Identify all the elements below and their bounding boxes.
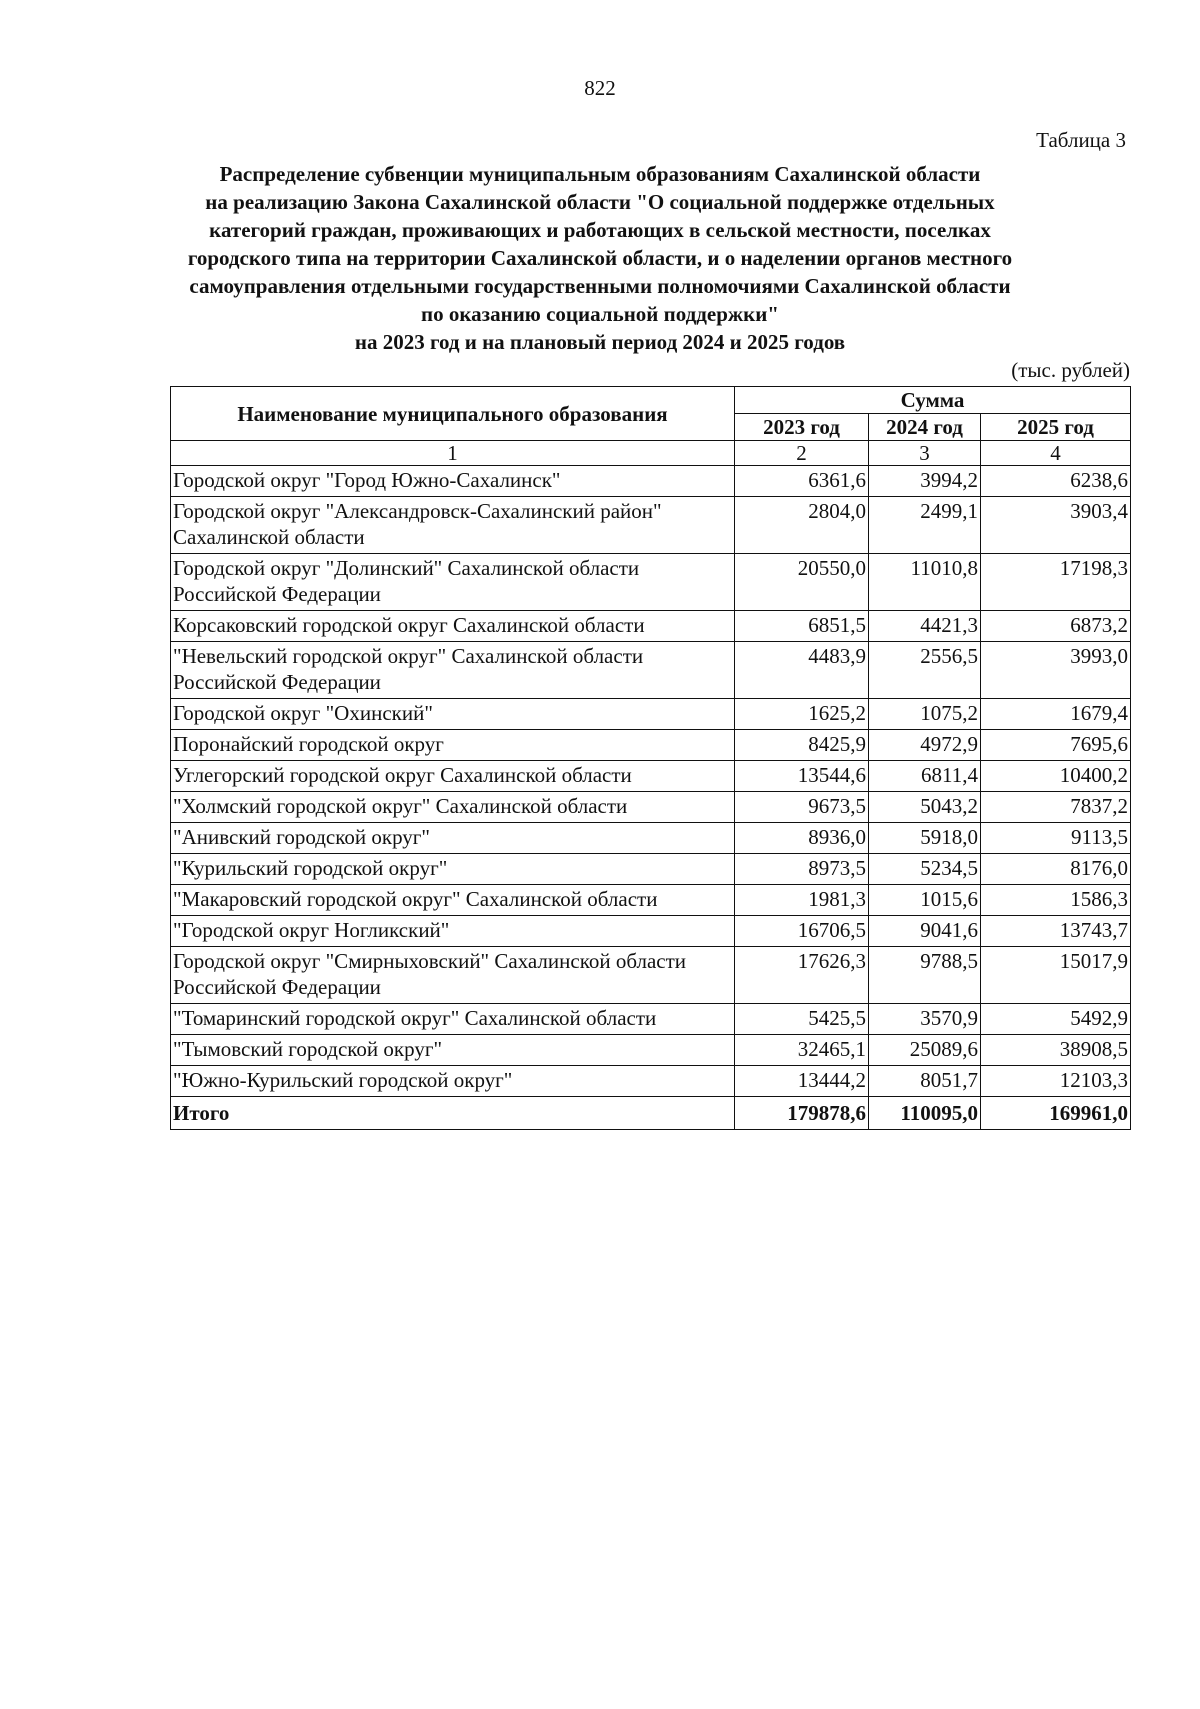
municipality-name: "Южно-Курильский городской округ" [171, 1066, 735, 1097]
table-label: Таблица 3 [1036, 128, 1126, 152]
value-2023: 1625,2 [735, 699, 869, 730]
total-2023: 179878,6 [735, 1097, 869, 1130]
value-2024: 4421,3 [869, 611, 981, 642]
value-2025: 10400,2 [981, 761, 1131, 792]
column-number: 4 [981, 441, 1131, 466]
value-2024: 9041,6 [869, 916, 981, 947]
value-2024: 25089,6 [869, 1035, 981, 1066]
value-2023: 1981,3 [735, 885, 869, 916]
value-2023: 6361,6 [735, 466, 869, 497]
total-row [171, 1097, 1131, 1130]
table-row [171, 1004, 1131, 1035]
total-label: Итого [171, 1097, 735, 1130]
value-2023: 2804,0 [735, 497, 869, 554]
table-row [171, 497, 1131, 554]
value-2023: 13544,6 [735, 761, 869, 792]
document-title [150, 160, 1050, 356]
value-2025: 1586,3 [981, 885, 1131, 916]
municipality-name: "Курильский городской округ" [171, 854, 735, 885]
value-2023: 8936,0 [735, 823, 869, 854]
table-row [171, 885, 1131, 916]
municipality-name: Городской округ "Долинский" Сахалинской области Российской Федерации [171, 554, 735, 611]
page-number: 822 [584, 76, 616, 100]
table-row [171, 730, 1131, 761]
value-2023: 8425,9 [735, 730, 869, 761]
value-2024: 4972,9 [869, 730, 981, 761]
value-2024: 5043,2 [869, 792, 981, 823]
municipality-name: "Холмский городской округ" Сахалинской области [171, 792, 735, 823]
value-2023: 5425,5 [735, 1004, 869, 1035]
value-2024: 2556,5 [869, 642, 981, 699]
table-row [171, 823, 1131, 854]
value-2023: 4483,9 [735, 642, 869, 699]
value-2024: 2499,1 [869, 497, 981, 554]
value-2025: 7837,2 [981, 792, 1131, 823]
title-line: по оказанию социальной поддержки" [421, 302, 779, 326]
value-2025: 12103,3 [981, 1066, 1131, 1097]
title-line: Распределение субвенции муниципальным образованиям Сахалинской области [219, 162, 981, 186]
header-year-2024: 2024 год [869, 414, 981, 441]
header-name: Наименование муниципального образования [171, 387, 735, 441]
value-2023: 16706,5 [735, 916, 869, 947]
value-2024: 5234,5 [869, 854, 981, 885]
value-2025: 17198,3 [981, 554, 1131, 611]
value-2023: 8973,5 [735, 854, 869, 885]
value-2024: 1015,6 [869, 885, 981, 916]
value-2025: 13743,7 [981, 916, 1131, 947]
value-2024: 8051,7 [869, 1066, 981, 1097]
title-line: на реализацию Закона Сахалинской области "О социальной поддержке отдельных [205, 190, 995, 214]
table-row [171, 854, 1131, 885]
value-2025: 38908,5 [981, 1035, 1131, 1066]
subvention-table [170, 386, 1131, 1130]
value-2025: 9113,5 [981, 823, 1131, 854]
municipality-name: Городской округ "Город Южно-Сахалинск" [171, 466, 735, 497]
value-2025: 15017,9 [981, 947, 1131, 1004]
total-2025: 169961,0 [981, 1097, 1131, 1130]
value-2025: 6873,2 [981, 611, 1131, 642]
table-row [171, 1035, 1131, 1066]
value-2024: 3570,9 [869, 1004, 981, 1035]
title-line: самоуправления отдельными государственными полномочиями Сахалинской области [189, 274, 1011, 298]
table-row [171, 761, 1131, 792]
value-2024: 6811,4 [869, 761, 981, 792]
table-row [171, 947, 1131, 1004]
value-2024: 5918,0 [869, 823, 981, 854]
table-row [171, 1066, 1131, 1097]
value-2024: 11010,8 [869, 554, 981, 611]
value-2024: 1075,2 [869, 699, 981, 730]
value-2025: 1679,4 [981, 699, 1131, 730]
title-line: городского типа на территории Сахалинской области, и о наделении органов местного [187, 246, 1013, 270]
value-2024: 3994,2 [869, 466, 981, 497]
municipality-name: "Анивский городской округ" [171, 823, 735, 854]
column-number: 3 [869, 441, 981, 466]
table-row [171, 792, 1131, 823]
value-2023: 13444,2 [735, 1066, 869, 1097]
value-2025: 7695,6 [981, 730, 1131, 761]
units-label: (тыс. рублей) [1011, 358, 1130, 382]
header-sum: Сумма [735, 387, 1131, 414]
value-2025: 8176,0 [981, 854, 1131, 885]
column-numbers-row [171, 441, 1131, 466]
total-2024: 110095,0 [869, 1097, 981, 1130]
municipality-name: Городской округ "Александровск-Сахалинский район" Сахалинской области [171, 497, 735, 554]
table-row [171, 554, 1131, 611]
column-number: 2 [735, 441, 869, 466]
value-2023: 32465,1 [735, 1035, 869, 1066]
value-2023: 6851,5 [735, 611, 869, 642]
municipality-name: Городской округ "Смирныховский" Сахалинской области Российской Федерации [171, 947, 735, 1004]
table-row [171, 699, 1131, 730]
value-2025: 3903,4 [981, 497, 1131, 554]
title-line: категорий граждан, проживающих и работающих в сельской местности, поселках [209, 218, 991, 242]
value-2025: 5492,9 [981, 1004, 1131, 1035]
municipality-name: "Томаринский городской округ" Сахалинской области [171, 1004, 735, 1035]
title-line: на 2023 год и на плановый период 2024 и 2025 годов [354, 330, 846, 354]
municipality-name: "Тымовский городской округ" [171, 1035, 735, 1066]
table-row [171, 642, 1131, 699]
value-2025: 3993,0 [981, 642, 1131, 699]
municipality-name: Корсаковский городской округ Сахалинской области [171, 611, 735, 642]
municipality-name: "Невельский городской округ" Сахалинской области Российской Федерации [171, 642, 735, 699]
municipality-name: "Макаровский городской округ" Сахалинской области [171, 885, 735, 916]
municipality-name: "Городской округ Ногликский" [171, 916, 735, 947]
table-row [171, 466, 1131, 497]
table-row [171, 916, 1131, 947]
table-row [171, 611, 1131, 642]
column-number: 1 [171, 441, 735, 466]
header-year-2025: 2025 год [981, 414, 1131, 441]
value-2025: 6238,6 [981, 466, 1131, 497]
municipality-name: Поронайский городской округ [171, 730, 735, 761]
municipality-name: Углегорский городской округ Сахалинской области [171, 761, 735, 792]
value-2023: 9673,5 [735, 792, 869, 823]
value-2023: 20550,0 [735, 554, 869, 611]
header-year-2023: 2023 год [735, 414, 869, 441]
value-2023: 17626,3 [735, 947, 869, 1004]
value-2024: 9788,5 [869, 947, 981, 1004]
municipality-name: Городской округ "Охинский" [171, 699, 735, 730]
